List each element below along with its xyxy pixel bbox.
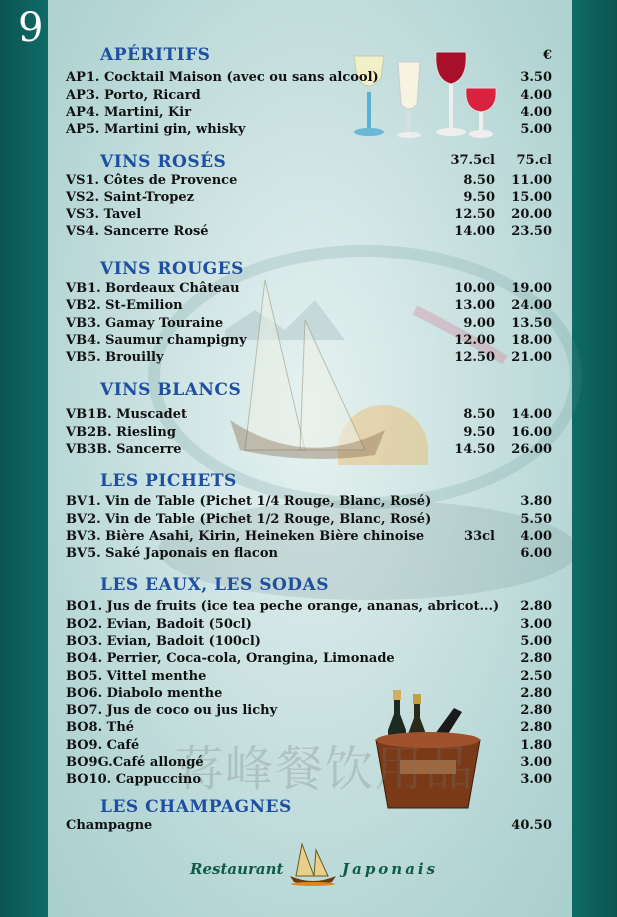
right-border — [572, 0, 617, 917]
item-price-small: 8.50 — [463, 173, 495, 188]
menu-row — [66, 172, 552, 189]
item-label: BV1. Vin de Table (Pichet 1/4 Rouge, Blanc, Rosé) — [66, 494, 432, 509]
section-title-roses: VINS ROSÉS — [100, 152, 227, 172]
item-price-small: 8.50 — [463, 407, 495, 422]
item-label: BO2. Evian, Badoit (50cl) — [66, 617, 252, 632]
item-label: BO9G.Café allongé — [66, 755, 204, 770]
item-price: 2.80 — [520, 720, 552, 735]
menu-row — [66, 528, 552, 545]
item-price-large: 18.00 — [511, 333, 552, 348]
menu-row — [66, 493, 552, 510]
item-price-large: 16.00 — [511, 425, 552, 440]
logo-word-restaurant: Restaurant — [190, 860, 284, 878]
item-price: 4.00 — [520, 529, 552, 544]
item-label: BO8. Thé — [66, 720, 135, 735]
section-title-blancs: VINS BLANCS — [100, 380, 242, 400]
currency-header: € — [542, 48, 552, 63]
item-price: 3.00 — [520, 772, 552, 787]
item-price: 3.00 — [520, 617, 552, 632]
item-price-large: 20.00 — [511, 207, 552, 222]
watermark: 蒋峰餐饮用品 — [175, 741, 476, 797]
item-price-small: 13.00 — [454, 298, 495, 313]
item-price-large: 23.50 — [511, 224, 552, 239]
item-price-large: 26.00 — [511, 442, 552, 457]
item-label: AP3. Porto, Ricard — [66, 88, 201, 103]
item-label: BO9. Café — [66, 738, 140, 753]
column-header-75cl: 75.cl — [516, 153, 552, 168]
menu-row — [66, 104, 552, 121]
item-price-small: 14.00 — [454, 224, 495, 239]
menu-row — [66, 349, 552, 366]
item-price: 4.00 — [520, 105, 552, 120]
item-label: VB3. Gamay Touraine — [66, 316, 224, 331]
menu-row — [66, 441, 552, 458]
item-label: BO10. Cappuccino — [66, 772, 201, 787]
menu-row — [66, 315, 552, 332]
item-label: VB2. St-Emilion — [66, 298, 183, 313]
item-price: 2.80 — [520, 651, 552, 666]
item-label: VB1. Bordeaux Château — [66, 281, 240, 296]
menu-row — [66, 280, 552, 297]
menu-row — [66, 668, 552, 685]
menu-row — [66, 189, 552, 206]
item-label: BO4. Perrier, Coca-cola, Orangina, Limonade — [66, 651, 395, 666]
menu-row — [66, 121, 552, 138]
item-price: 2.50 — [520, 669, 552, 684]
item-label: VS1. Côtes de Provence — [66, 173, 238, 188]
restaurant-logo — [190, 840, 440, 890]
menu-row — [66, 332, 552, 349]
section-title-champagnes: LES CHAMPAGNES — [100, 797, 292, 817]
item-price: 2.80 — [520, 703, 552, 718]
item-label: VB1B. Muscadet — [66, 407, 188, 422]
item-label: Champagne — [66, 818, 153, 833]
menu-row — [66, 771, 552, 788]
menu-row — [66, 650, 552, 667]
item-label: BO1. Jus de fruits (ice tea peche orange, ananas, abricot...) — [66, 599, 500, 614]
logo-word-japonais: Japonais — [342, 860, 439, 878]
menu-row — [66, 685, 552, 702]
item-price: 3.50 — [520, 70, 552, 85]
item-label: AP1. Cocktail Maison (avec ou sans alcool) — [66, 70, 379, 85]
menu-row — [66, 69, 552, 86]
item-price-small: 9.50 — [463, 190, 495, 205]
item-label: VB3B. Sancerre — [66, 442, 182, 457]
item-price: 2.80 — [520, 599, 552, 614]
item-label: BV5. Saké Japonais en flacon — [66, 546, 278, 561]
section-title-rouges: VINS ROUGES — [100, 259, 244, 279]
column-header-37cl: 37.5cl — [450, 153, 495, 168]
section-title-eaux: LES EAUX, LES SODAS — [100, 575, 330, 595]
menu-row — [66, 545, 552, 562]
item-label: BV3. Bière Asahi, Kirin, Heineken Bière chinoise — [66, 529, 425, 544]
item-price: 4.00 — [520, 88, 552, 103]
menu-row — [66, 223, 552, 240]
item-price-large: 24.00 — [511, 298, 552, 313]
item-price-large: 11.00 — [511, 173, 552, 188]
item-price-large: 15.00 — [511, 190, 552, 205]
page-number: 9 — [18, 5, 44, 51]
item-price: 6.00 — [520, 546, 552, 561]
item-label: AP4. Martini, Kir — [66, 105, 192, 120]
item-label: VB5. Brouilly — [66, 350, 164, 365]
menu-row — [66, 702, 552, 719]
section-title-aperitifs: APÉRITIFS — [100, 45, 211, 65]
item-price: 5.50 — [520, 512, 552, 527]
menu-row — [66, 511, 552, 528]
item-price-small: 10.00 — [454, 281, 495, 296]
junk-ship-icon — [288, 840, 338, 886]
item-price-small: 12.50 — [454, 350, 495, 365]
item-volume: 33cl — [464, 529, 495, 544]
menu-row — [66, 297, 552, 314]
menu-row — [66, 633, 552, 650]
menu-row — [66, 424, 552, 441]
item-price-large: 13.50 — [511, 316, 552, 331]
item-label: BO7. Jus de coco ou jus lichy — [66, 703, 278, 718]
item-price: 1.80 — [520, 738, 552, 753]
item-price-large: 21.00 — [511, 350, 552, 365]
item-price-small: 9.00 — [463, 316, 495, 331]
item-price: 3.00 — [520, 755, 552, 770]
item-price: 40.50 — [511, 818, 552, 833]
item-price-small: 14.50 — [454, 442, 495, 457]
item-price-large: 14.00 — [511, 407, 552, 422]
item-price-small: 12.00 — [454, 333, 495, 348]
menu-row — [66, 817, 552, 834]
menu-row — [66, 598, 552, 615]
menu-row — [66, 206, 552, 223]
item-price: 5.00 — [520, 122, 552, 137]
menu-row — [66, 719, 552, 736]
left-border — [0, 0, 48, 917]
item-label: BO6. Diabolo menthe — [66, 686, 223, 701]
item-price: 3.80 — [520, 494, 552, 509]
item-label: VS3. Tavel — [66, 207, 142, 222]
item-price-small: 9.50 — [463, 425, 495, 440]
menu-row — [66, 406, 552, 423]
item-price: 5.00 — [520, 634, 552, 649]
item-label: VB2B. Riesling — [66, 425, 176, 440]
menu-row — [66, 754, 552, 771]
menu-row — [66, 616, 552, 633]
menu-row — [66, 87, 552, 104]
menu-row — [66, 737, 552, 754]
item-label: BO5. Vittel menthe — [66, 669, 207, 684]
item-label: BO3. Evian, Badoit (100cl) — [66, 634, 261, 649]
item-price-large: 19.00 — [511, 281, 552, 296]
item-label: AP5. Martini gin, whisky — [66, 122, 246, 137]
item-label: VS4. Sancerre Rosé — [66, 224, 209, 239]
item-price-small: 12.50 — [454, 207, 495, 222]
item-price: 2.80 — [520, 686, 552, 701]
item-label: VS2. Saint-Tropez — [66, 190, 195, 205]
item-label: VB4. Saumur champigny — [66, 333, 247, 348]
item-label: BV2. Vin de Table (Pichet 1/2 Rouge, Blanc, Rosé) — [66, 512, 432, 527]
section-title-pichets: LES PICHETS — [100, 471, 237, 491]
